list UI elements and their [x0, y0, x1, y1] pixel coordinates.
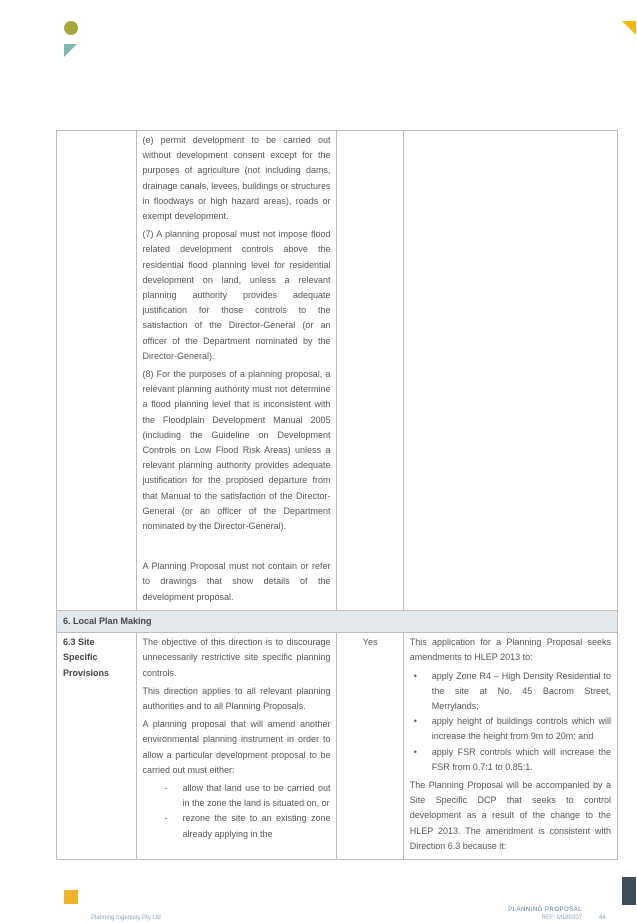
cell-empty — [337, 131, 403, 611]
bullet-list — [410, 669, 611, 775]
list-item: - allow that land use to be carried out in the zone the land is situated on, or — [183, 781, 331, 811]
consistency-value: Yes — [337, 633, 403, 860]
company-name: Planning Ingenuity Pty Ltd — [91, 915, 161, 921]
direction-label: 6.3 Site Specific Provisions — [57, 633, 137, 860]
paragraph: This application for a Planning Proposal seeks amendments to HLEP 2013 to: — [409, 637, 611, 663]
paragraph: A planning proposal that will amend another environmental planning instrument in order to allow a particular development proposal to be carried out must either: — [142, 719, 331, 775]
cell-empty — [403, 131, 617, 611]
paragraph: (8) For the purposes of a planning proposal, a relevant planning authority must not determine a flood planning level that is inconsistent with the Floodplain Development Manual 2005 (including the Guideline on Development Controls on Low Flood Risk Areas) unless a relevant planning authority provides adequate justification for the proposed departure from that Manual to the satisfaction of the Director-General (or an officer of the Department nominated by the Director-General). — [142, 369, 331, 532]
paragraph: A Planning Proposal must not contain or refer to drawings that show details of the development proposal. — [142, 561, 331, 602]
paragraph: This direction applies to all relevant planning authorities and to all Planning Proposals. — [142, 685, 331, 711]
paragraph: The objective of this direction is to discourage unnecessarily restrictive site specific planning controls. — [142, 637, 331, 678]
cell-empty — [57, 131, 137, 611]
cell-comment — [403, 633, 617, 860]
table-row — [57, 633, 618, 860]
paragraph: (7) A planning proposal must not impose flood related development controls above the residential flood planning level for residential development on land, unless a relevant planning authority provides adequate justification for those controls to the satisfaction of the Director-General (or an officer of the Department nominated by the Director-General). — [142, 229, 331, 361]
corner-accent — [622, 21, 636, 35]
footer-square — [64, 890, 78, 904]
paragraph: The Planning Proposal will be accompanied by a Site Specific DCP that seeks to control development as a result of the change to the HLEP 2013. The amendment is consistent with Direction 6.3 because it: — [409, 779, 611, 851]
list-item: • apply FSR controls which will increase the FSR from 0.7:1 to 0.85:1. — [432, 745, 611, 775]
list-item: • apply height of buildings controls which will increase the height from 9m to 20m; and — [432, 714, 611, 744]
table-row-continued — [57, 131, 618, 611]
logo-dot — [64, 21, 78, 35]
footer-bar — [622, 877, 636, 905]
logo-triangle — [64, 44, 77, 57]
cell-direction-text — [136, 633, 337, 860]
document-title: PLANNING PROPOSAL — [508, 907, 582, 913]
list-item: • apply Zone R4 – High Density Residential to the site at No. 45 Bacrom Street, Merrylands; — [432, 669, 611, 715]
compliance-table — [56, 130, 618, 860]
cell-direction-text — [136, 131, 337, 611]
page-number: 44 — [599, 915, 606, 921]
paragraph: (e) permit development to be carried out without development consent except for the purposes of agriculture (not including dams, drainage canals, levees, buildings or structures in floodways or high hazard areas), roads or exempt development. — [142, 135, 331, 222]
section-heading: 6. Local Plan Making — [57, 610, 618, 632]
section-heading-row — [57, 610, 618, 632]
dash-list — [143, 781, 331, 842]
list-item: - rezone the site to an existing zone already applying in the — [183, 811, 331, 841]
document-ref: REF: M180207 — [541, 915, 582, 921]
